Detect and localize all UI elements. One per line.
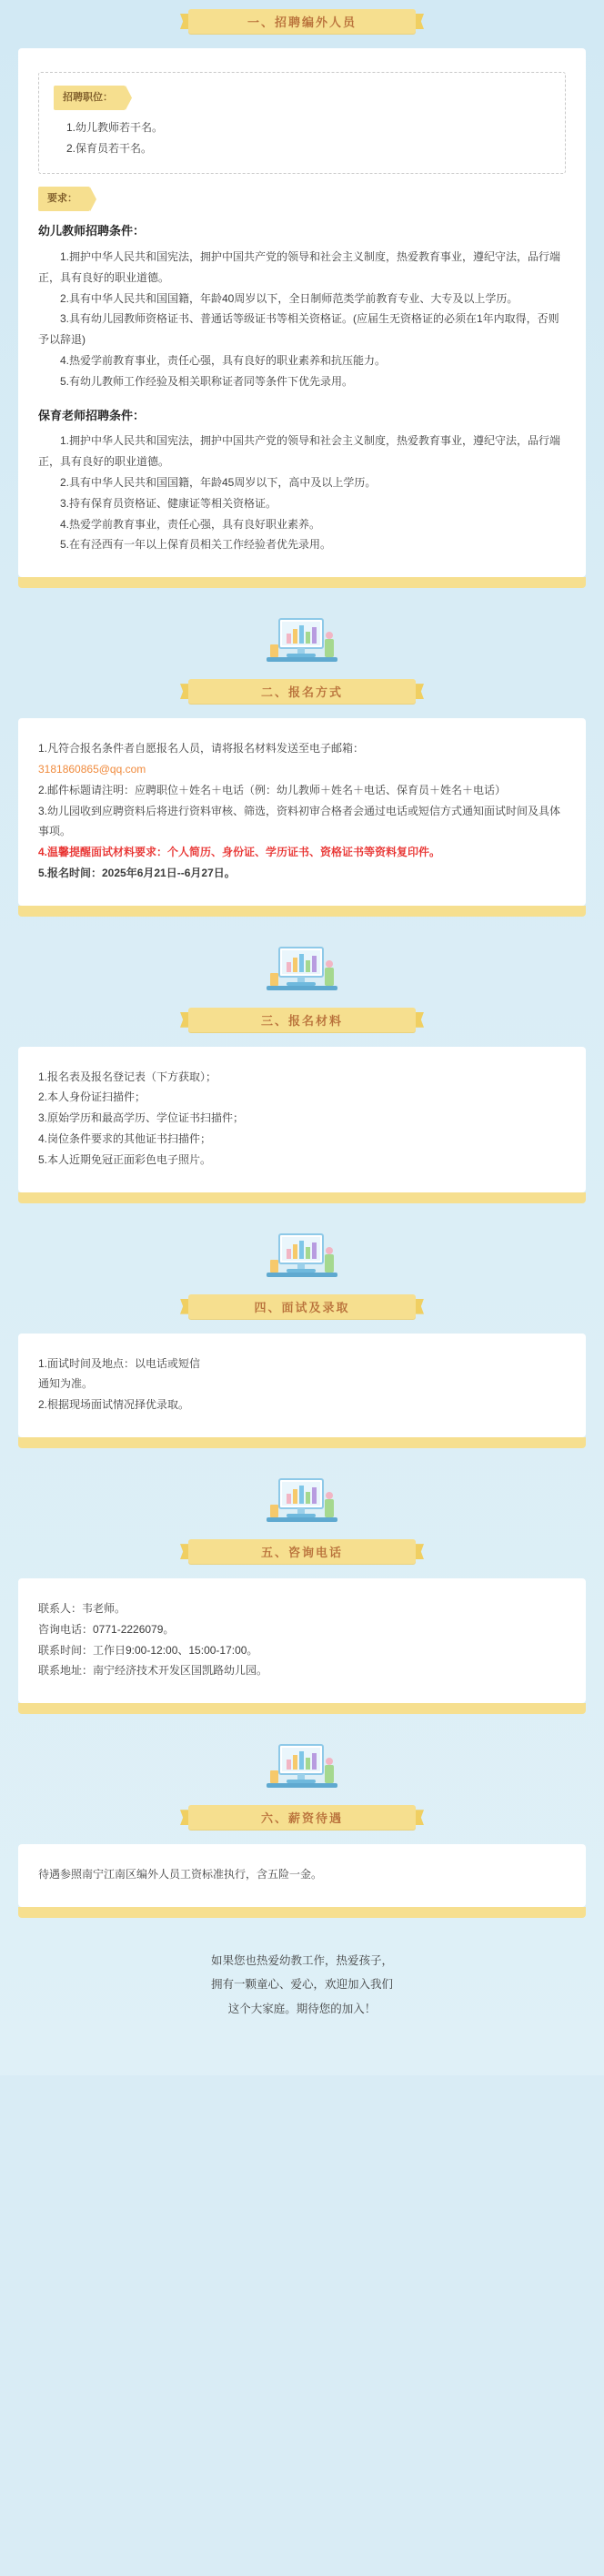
positions-list [54, 117, 550, 159]
computer-desk-illustration-icon [263, 612, 341, 668]
section-card-5 [18, 1578, 586, 1703]
illustration-wrap-4 [0, 1203, 604, 1285]
nurse-requirements-title: 保育老师招聘条件： [38, 408, 146, 422]
section-banner-wrap-1 [0, 0, 604, 39]
card-shadow-strip-4 [18, 1437, 586, 1448]
section-title-4: 四、面试及录取 [254, 1300, 350, 1314]
card-shadow-strip-1 [18, 577, 586, 588]
computer-desk-illustration-icon [263, 1472, 341, 1528]
nurse-req-item: 3.持有保育员资格证、健康证等相关资格证。 [60, 496, 277, 510]
card-shadow-strip-5 [18, 1703, 586, 1714]
contact-hours: 联系时间：工作日9:00-12:00、15:00-17:00。 [38, 1643, 258, 1657]
apply-line-highlight: 4.温馨提醒面试材料要求：个人简历、身份证、学历证书、资格证书等资料复印件。 [38, 846, 441, 859]
section-banner-1 [188, 9, 416, 34]
tag-requirements: 要求： [38, 187, 90, 211]
list-item: 1.幼儿教师若干名。 [66, 120, 164, 134]
nurse-req-item: 2.具有中华人民共和国国籍，年龄45周岁以下，高中及以上学历。 [60, 475, 377, 489]
section-banner-wrap-2 [0, 670, 604, 709]
computer-desk-illustration-icon [263, 940, 341, 997]
apply-email: 3181860865@qq.com [38, 762, 146, 776]
card-shadow-strip-3 [18, 1192, 586, 1203]
section-title-5: 五、咨询电话 [260, 1546, 343, 1560]
computer-desk-illustration-icon [263, 1227, 341, 1283]
contact-phone: 咨询电话：0771-2226079。 [38, 1622, 175, 1636]
section-banner-2 [188, 679, 416, 704]
section-banner-3 [188, 1008, 416, 1032]
material-item: 1.报名表及报名登记表（下方获取）； [38, 1070, 217, 1083]
section-banner-wrap-6 [0, 1796, 604, 1835]
footer-line: 如果您也热爱幼教工作，热爱孩子， [210, 1954, 393, 1968]
material-item: 3.原始学历和最高学历、学位证书扫描件； [38, 1111, 245, 1125]
illustration-wrap-3 [0, 917, 604, 999]
section-banner-5 [188, 1539, 416, 1564]
section-card-1 [18, 48, 586, 577]
illustration-wrap-5 [0, 1448, 604, 1530]
list-item: 2.保育员若干名。 [66, 141, 153, 155]
material-item: 2.本人身份证扫描件； [38, 1090, 146, 1104]
section-banner-wrap-3 [0, 999, 604, 1038]
tag-positions: 招聘职位： [54, 86, 126, 110]
contact-person: 联系人：韦老师。 [38, 1602, 126, 1616]
nurse-req-item: 4.热爱学前教育事业，责任心强，具有良好职业素养。 [60, 517, 321, 531]
bottom-spacer [0, 2026, 604, 2048]
computer-desk-illustration-icon [263, 1738, 341, 1794]
interview-line: 2.根据现场面试情况择优录取。 [38, 1398, 190, 1412]
nurse-req-item: 1.拥护中华人民共和国宪法，拥护中国共产党的领导和社会主义制度，热爱教育事业，遵纪守法，品行端正，具有良好的职业道德。 [38, 434, 561, 469]
apply-line: 1.凡符合报名条件者自愿报名人员，请将报名材料发送至电子邮箱： [38, 742, 365, 756]
interview-line: 1.面试时间及地点：以电话或短信 [38, 1356, 201, 1370]
contact-address: 联系地址：南宁经济技术开发区国凯路幼儿园。 [38, 1664, 268, 1678]
apply-line: 2.邮件标题请注明：应聘职位＋姓名＋电话（例：幼儿教师＋姓名＋电话、保育员＋姓名＋电话） [38, 783, 507, 796]
positions-dashed-box [38, 72, 566, 174]
section-title-3: 三、报名材料 [260, 1013, 343, 1028]
teacher-req-item: 1.拥护中华人民共和国宪法，拥护中国共产党的领导和社会主义制度，热爱教育事业，遵纪守法，品行端正，具有良好的职业道德。 [38, 250, 561, 284]
card-shadow-strip-6 [18, 1907, 586, 1918]
apply-line: 3.幼儿园收到应聘资料后将进行资料审核、筛选，资料初审合格者会通过电话或短信方式通知面试时间及具体事项。 [38, 804, 561, 838]
section-title-2: 二、报名方式 [260, 685, 343, 700]
section-banner-6 [188, 1805, 416, 1830]
section-card-2 [18, 718, 586, 906]
teacher-req-item: 3.具有幼儿园教师资格证书、普通话等级证书等相关资格证。(应届生无资格证的必须在1年内取得，否则予以辞退) [38, 312, 559, 347]
footer-line: 拥有一颗童心、爱心，欢迎加入我们 [210, 1978, 393, 1992]
teacher-requirements-title: 幼儿教师招聘条件： [38, 224, 146, 238]
teacher-req-item: 2.具有中华人民共和国国籍，年龄40周岁以下，全日制师范类学前教育专业、大专及以上学历。 [60, 291, 518, 305]
footer-line: 这个大家庭。期待您的加入！ [227, 2002, 377, 2015]
nurse-req-item: 5.在有泾西有一年以上保育员相关工作经验者优先录用。 [60, 538, 332, 552]
benefits-line: 待遇参照南宁江南区编外人员工资标准执行，含五险一金。 [38, 1868, 323, 1881]
card-shadow-strip-2 [18, 906, 586, 917]
section-title-1: 一、招聘编外人员 [247, 15, 357, 29]
section-card-4 [18, 1334, 586, 1437]
interview-line: 通知为准。 [38, 1377, 94, 1391]
section-card-3 [18, 1047, 586, 1192]
teacher-req-item: 5.有幼儿教师工作经验及相关职称证者同等条件下优先录用。 [60, 374, 354, 388]
section-banner-wrap-4 [0, 1285, 604, 1324]
teacher-req-item: 4.热爱学前教育事业，责任心强，具有良好的职业素养和抗压能力。 [60, 354, 387, 368]
section-title-6: 六、薪资待遇 [260, 1811, 343, 1826]
illustration-wrap-6 [0, 1714, 604, 1796]
section-banner-wrap-5 [0, 1530, 604, 1569]
footer-message [0, 1918, 604, 2026]
illustration-wrap-2 [0, 588, 604, 670]
material-item: 4.岗位条件要求的其他证书扫描件； [38, 1132, 212, 1146]
section-card-6 [18, 1844, 586, 1907]
material-item: 5.本人近期免冠正面彩色电子照片。 [38, 1152, 212, 1166]
section-banner-4 [188, 1294, 416, 1319]
apply-deadline: 5.报名时间：2025年6月21日--6月27日。 [38, 866, 236, 879]
requirements-block [38, 187, 566, 555]
